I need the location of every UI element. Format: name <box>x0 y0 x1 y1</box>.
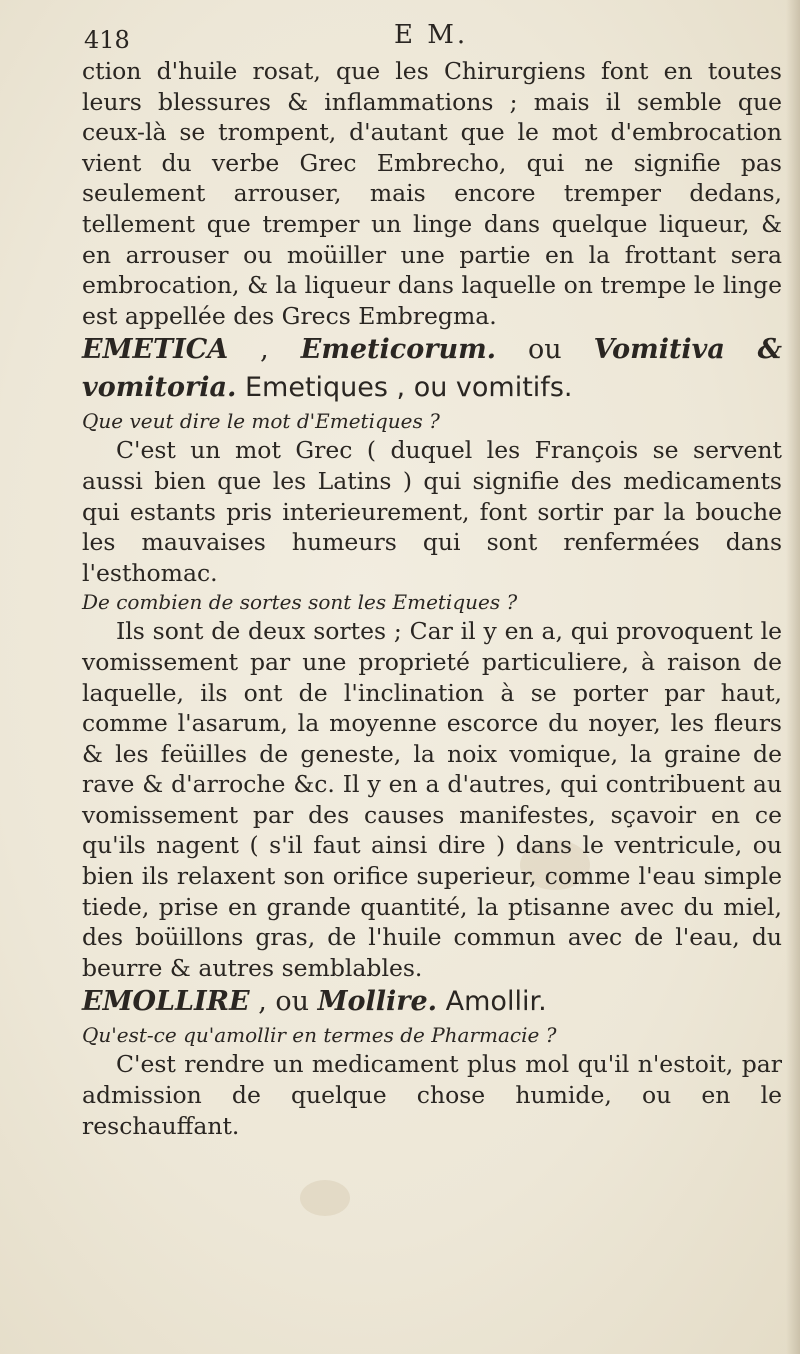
entry-separator: , <box>228 334 301 366</box>
entry-conjunction: ou <box>496 334 594 366</box>
entry-latin-term: Mollire. <box>317 986 438 1018</box>
entry-conjunction: , ou <box>249 986 318 1018</box>
entry-latin-term-alt: Vomitiva & vomitoria. <box>82 334 783 404</box>
entry-headword: EMETICA <box>82 334 229 366</box>
question-heading: Que veut dire le mot d'Emetiques ? <box>82 409 440 434</box>
entry-french-term: Amollir. <box>437 986 547 1018</box>
entry-latin-term: Emeticorum. <box>300 334 497 366</box>
entry-heading-emollire <box>82 983 782 1021</box>
page-header <box>84 14 784 58</box>
body-text <box>82 56 782 1141</box>
entry-heading-emetica <box>82 331 782 407</box>
page-number: 418 <box>84 26 130 54</box>
question-heading: Qu'est-ce qu'amollir en termes de Pharmacie ? <box>82 1023 557 1048</box>
question-heading: De combien de sortes sont les Emetiques ? <box>82 590 518 615</box>
answer-paragraph: C'est rendre un medicament plus mol qu'il n'estoit, par admission de quelque chose humide, ou en le reschauffant. <box>82 1050 782 1140</box>
answer-paragraph: C'est un mot Grec ( duquel les François se servent aussi bien que les Latins ) qui signifie des medicaments qui estants pris interieurement, font sortir par la bouche les mauvaises humeurs qui sont renfermées dans l'esthomac. <box>82 436 782 587</box>
page-edge-shadow <box>786 0 800 1354</box>
answer-paragraph: Ils sont de deux sortes ; Car il y en a, qui provoquent le vomissement par une proprieté particuliere, à raison de laquelle, ils ont de l'inclination à se porter par haut, comme l'asarum, la moyenne escorce du noyer, les fleurs & les feüilles de geneste, la noix vomique, la graine de rave & d'arroche &c. Il y en a d'autres, qui contribuent au vomissement par des causes manifestes, sçavoir en ce qu'ils nagent ( s'il faut ainsi dire ) dans le ventricule, ou bien ils relaxent son orifice superieur, comme l'eau simple tiede, prise en grande quantité, la ptisanne avec du miel, des boüillons gras, de l'huile commun avec de l'eau, du beurre & autres semblables. <box>82 617 782 982</box>
running-head: E M. <box>394 20 469 50</box>
continued-paragraph: ction d'huile rosat, que les Chirurgiens font en toutes leurs blessures & inflammations ; mais il semble que ceux-là se trompent, d'autant que le mot d'embrocation vient du verbe Grec Embrecho, qui ne signifie pas seulement arrouser, mais encore tremper dedans, tellement que tremper un linge dans quelque liqueur, & en arrouser ou moüiller une partie en la frottant sera embrocation, & la liqueur dans laquelle on trempe le linge est appellée des Grecs Embregma. <box>82 57 782 330</box>
entry-french-term: Emetiques , ou vomitifs. <box>236 372 573 404</box>
entry-headword: EMOLLIRE <box>82 986 250 1018</box>
foxing-stain <box>300 1180 350 1216</box>
